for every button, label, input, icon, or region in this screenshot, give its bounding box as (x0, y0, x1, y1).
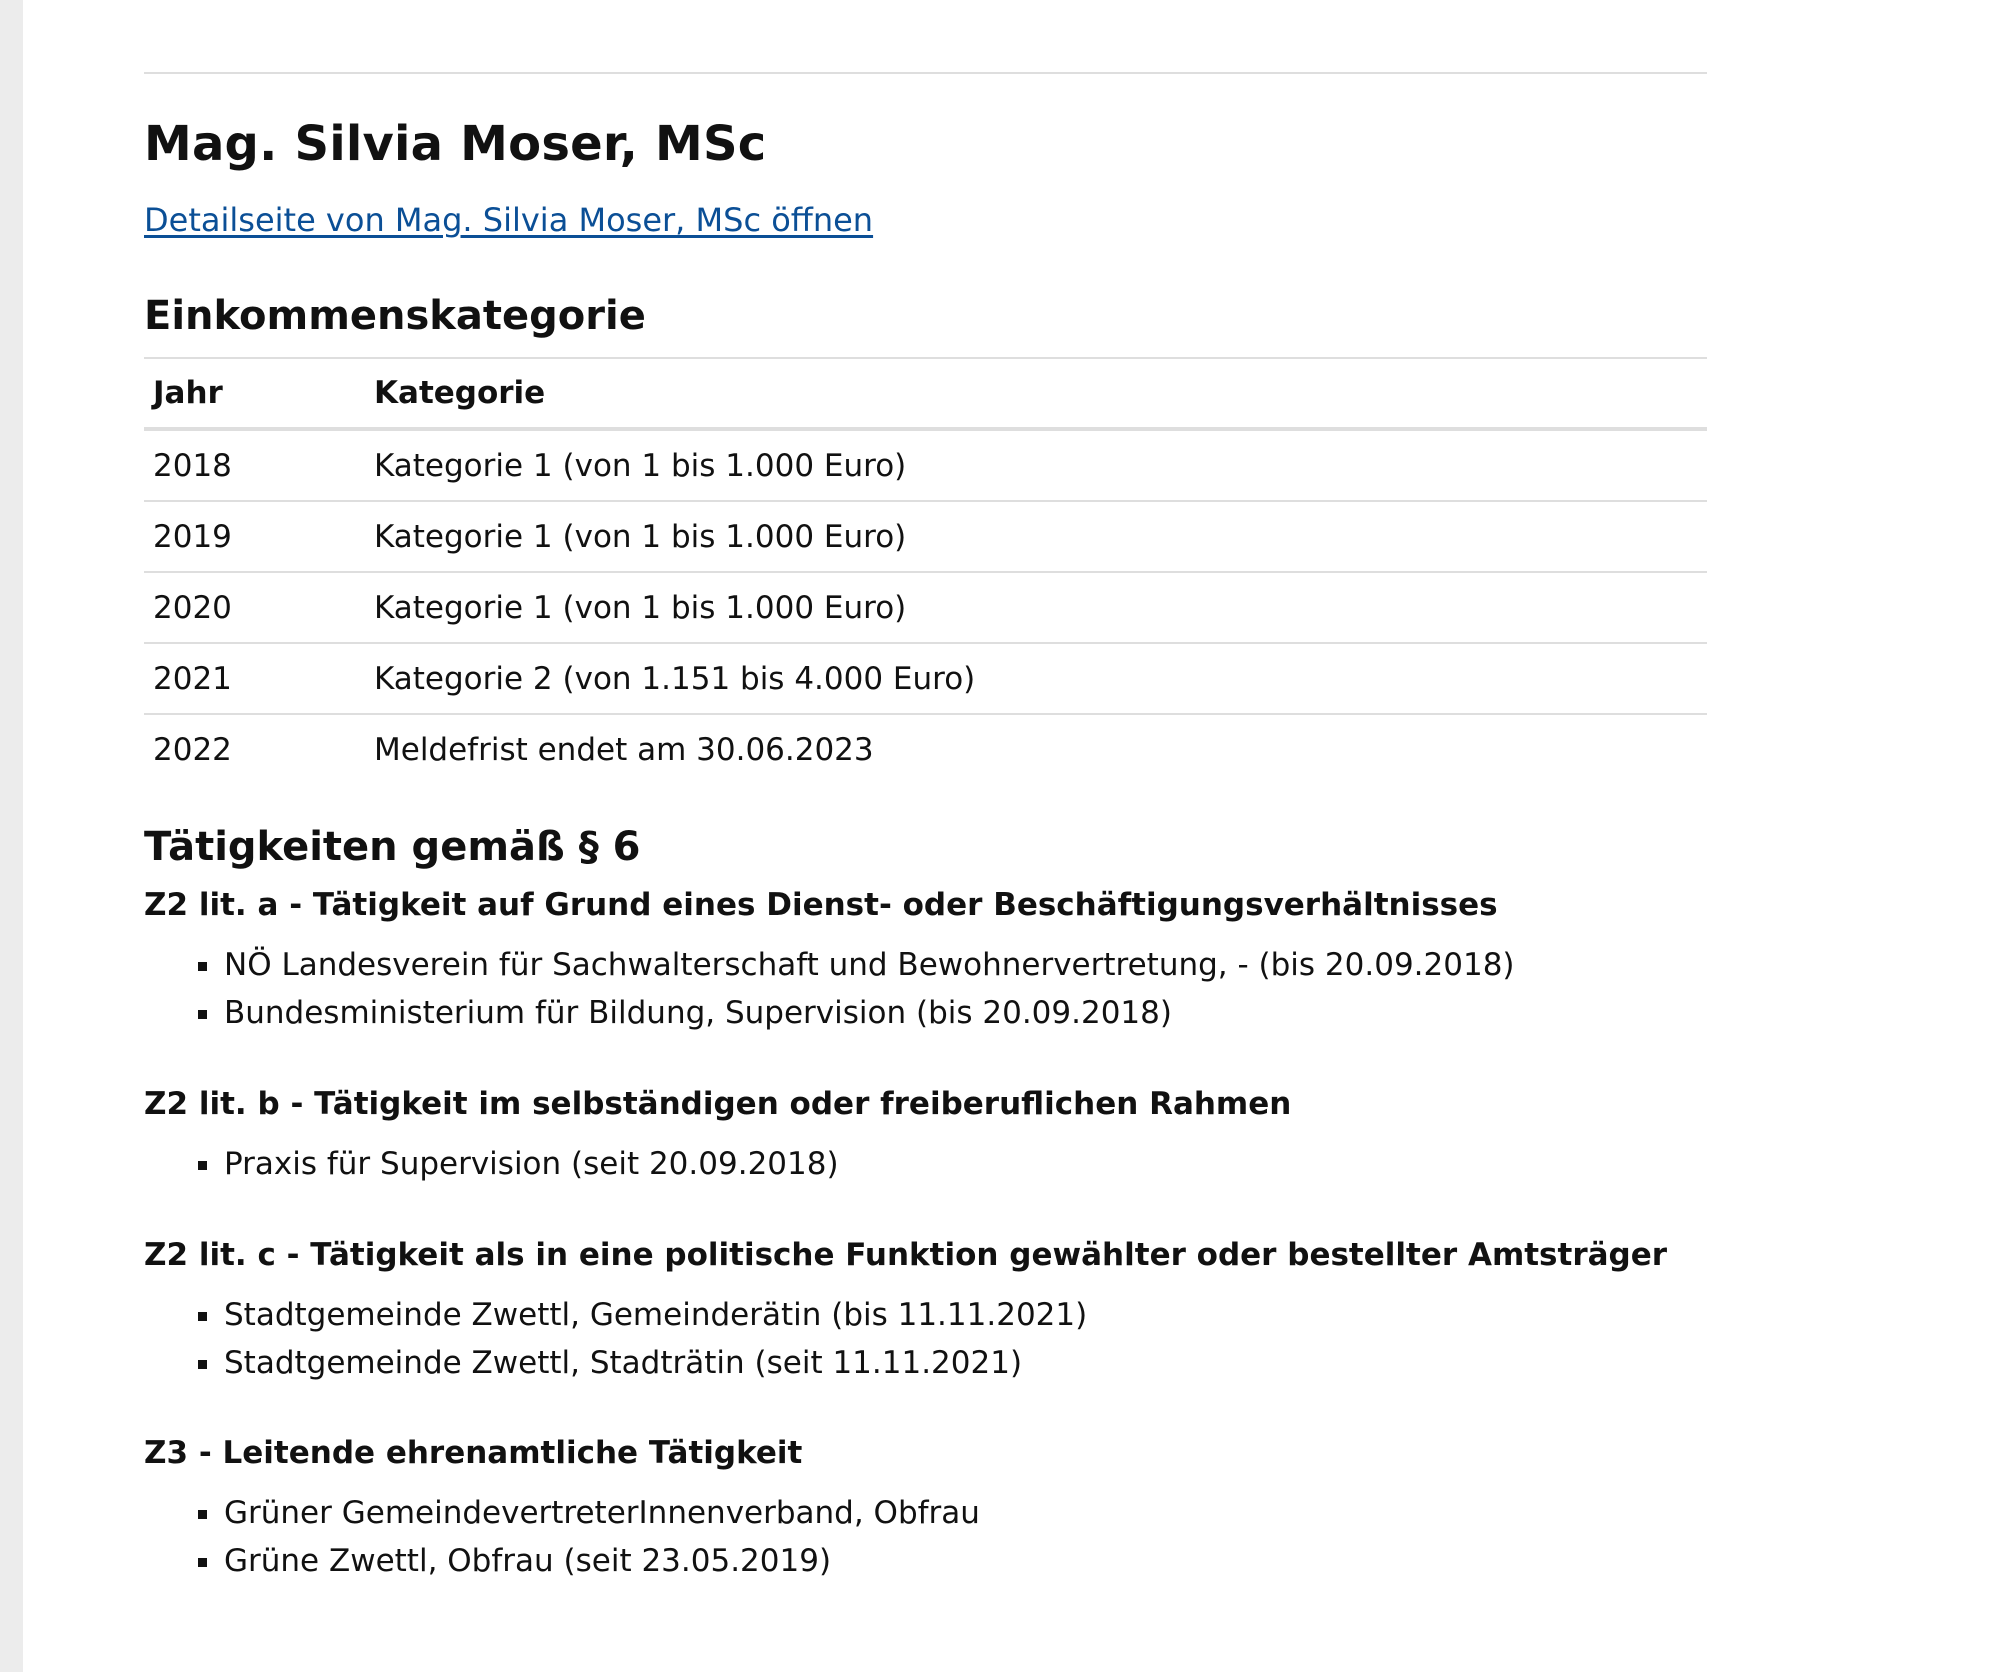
activity-group-z2-lit-b (144, 1084, 1707, 1188)
list-item: Stadtgemeinde Zwettl, Stadträtin (seit 11.11.2021) (224, 1339, 1707, 1387)
income-category-heading: Einkommenskategorie (144, 293, 646, 339)
category-cell: Kategorie 1 (von 1 bis 1.000 Euro) (365, 501, 1707, 572)
income-table (144, 357, 1707, 784)
activity-list (144, 1140, 1707, 1188)
category-cell: Kategorie 1 (von 1 bis 1.000 Euro) (365, 429, 1707, 501)
year-cell: 2022 (153, 731, 232, 768)
list-item: Praxis für Supervision (seit 20.09.2018) (224, 1140, 1707, 1188)
year-cell: 2021 (144, 643, 365, 714)
table-row (144, 501, 1707, 572)
activity-group-title: Z2 lit. c - Tätigkeit als in eine politische Funktion gewählter oder bestellter Amtsträger (144, 1237, 1668, 1273)
column-header-category: Kategorie (365, 358, 1707, 429)
table-row (144, 429, 1707, 501)
left-gutter (0, 0, 23, 1672)
top-divider (144, 72, 1707, 74)
activity-group-z2-lit-c (144, 1235, 1707, 1387)
category-cell: Kategorie 1 (von 1 bis 1.000 Euro) (365, 572, 1707, 643)
table-row (144, 714, 1707, 784)
activity-group-z2-lit-a (144, 885, 1707, 1037)
activity-group-z3 (144, 1433, 1707, 1585)
list-item: Stadtgemeinde Zwettl, Gemeinderätin (bis 11.11.2021) (224, 1291, 1707, 1339)
activity-list (144, 941, 1707, 1037)
year-cell: 2019 (144, 501, 365, 572)
activity-list (144, 1489, 1707, 1585)
detail-page-link[interactable]: Detailseite von Mag. Silvia Moser, MSc öffnen (144, 201, 874, 239)
list-item: NÖ Landesverein für Sachwalterschaft und Bewohnervertretung, - (bis 20.09.2018) (224, 941, 1707, 989)
list-item: Grüner GemeindevertreterInnenverband, Obfrau (224, 1489, 1707, 1537)
table-row (144, 643, 1707, 714)
activity-group-title: Z2 lit. a - Tätigkeit auf Grund eines Dienst- oder Beschäftigungsverhältnisses (144, 887, 1498, 923)
activity-group-title: Z3 - Leitende ehrenamtliche Tätigkeit (144, 1435, 803, 1471)
category-cell: Meldefrist endet am 30.06.2023 (374, 731, 874, 768)
list-item: Grüne Zwettl, Obfrau (seit 23.05.2019) (224, 1537, 1707, 1585)
table-header-row (144, 358, 1707, 429)
column-header-year: Jahr (144, 358, 365, 429)
list-item: Bundesministerium für Bildung, Supervision (bis 20.09.2018) (224, 989, 1707, 1037)
activities-heading: Tätigkeiten gemäß § 6 (144, 824, 641, 870)
category-cell: Kategorie 2 (von 1.151 bis 4.000 Euro) (365, 643, 1707, 714)
year-cell: 2018 (144, 429, 365, 501)
activity-list (144, 1291, 1707, 1387)
year-cell: 2020 (144, 572, 365, 643)
person-name: Mag. Silvia Moser, MSc (144, 116, 767, 172)
table-row (144, 572, 1707, 643)
activity-group-title: Z2 lit. b - Tätigkeit im selbständigen oder freiberuflichen Rahmen (144, 1086, 1292, 1122)
